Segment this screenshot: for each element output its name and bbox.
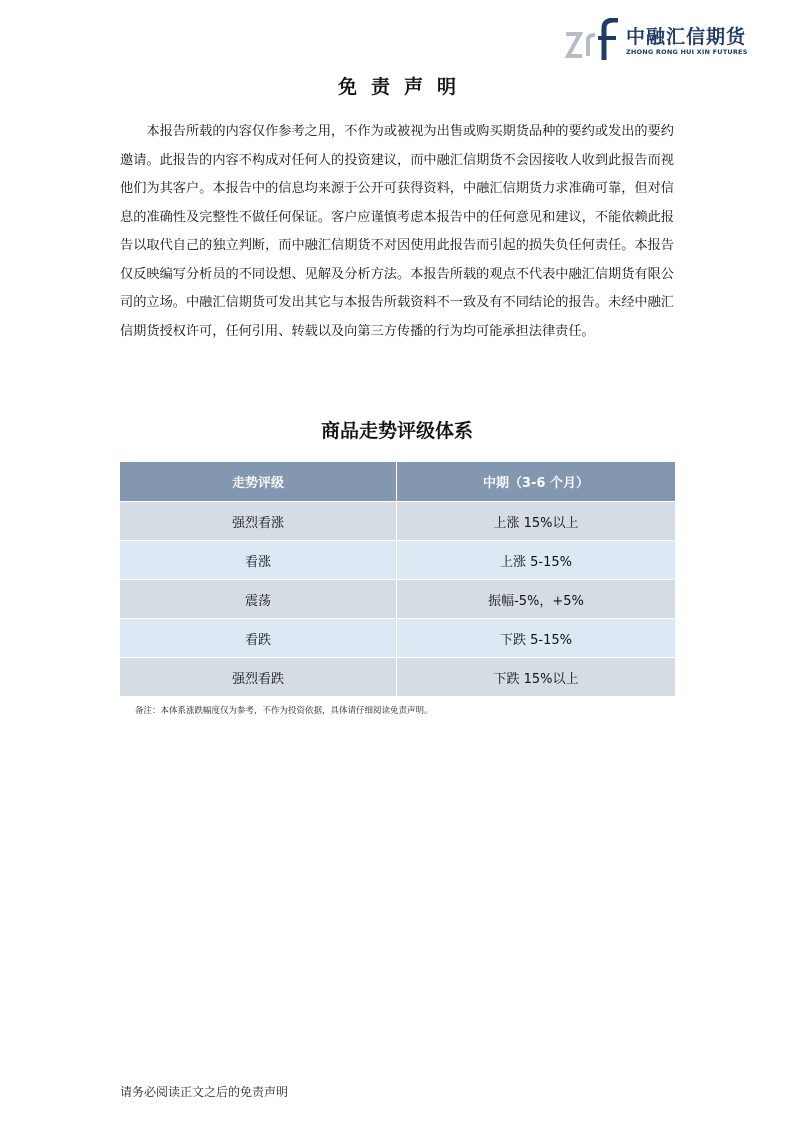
- rating-cell: 强烈看涨: [120, 502, 397, 541]
- company-logo: [560, 18, 750, 62]
- page-footer: 请务必阅读正文之后的免责声明: [120, 1085, 289, 1099]
- range-cell: 上涨 15%以上: [397, 502, 676, 541]
- range-cell: 振幅-5%，+5%: [397, 580, 676, 619]
- header-midterm: 中期（3-6 个月）: [397, 462, 676, 502]
- rating-cell: 看涨: [120, 541, 397, 580]
- disclaimer-paragraph: 本报告所载的内容仅作参考之用，不作为或被视为出售或购买期货品种的要约或发出的要约邀请。此报告的内容不构成对任何人的投资建议，而中融汇信期货不会因接收人收到此报告而视他们为其客户。本报告中的信息均来源于公开可获得资料，中融汇信期货力求准确可靠，但对信息的准确性及完整性不做任何保证。客户应谨慎考虑本报告中的任何意见和建议，不能依赖此报告以取代自己的独立判断，而中融汇信期货不对因使用此报告而引起的损失负任何责任。本报告仅反映编写分析员的不同设想、见解及分析方法。本报告所载的观点不代表中融汇信期货有限公司的立场。中融汇信期货可发出其它与本报告所载资料不一致及有不同结论的报告。未经中融汇信期货授权许可，任何引用、转载以及向第三方传播的行为均可能承担法律责任。: [120, 124, 674, 339]
- header-rating: 走势评级: [120, 462, 397, 502]
- table-row: [120, 580, 675, 619]
- range-cell: 上涨 5-15%: [397, 541, 676, 580]
- table-header-row: [120, 462, 675, 502]
- rating-cell: 震荡: [120, 580, 397, 619]
- rating-system-title: 商品走势评级体系: [320, 420, 473, 442]
- table-note: 备注：本体系涨跌幅度仅为参考，不作为投资依据，具体请仔细阅读免责声明。: [135, 706, 433, 716]
- table-row: [120, 541, 675, 580]
- rating-cell: 强烈看跌: [120, 658, 397, 697]
- logo-name-en: ZHONG RONG HUI XIN FUTURES: [626, 48, 748, 56]
- logo-name-cn: 中融汇信期货: [626, 26, 747, 48]
- rating-table: [120, 462, 675, 696]
- table-row: [120, 502, 675, 541]
- rating-cell: 看跌: [120, 619, 397, 658]
- range-cell: 下跌 5-15%: [397, 619, 676, 658]
- zrf-logo-icon: [564, 18, 620, 62]
- page-title: 免责声明: [337, 76, 470, 98]
- table-row: [120, 619, 675, 658]
- range-cell: 下跌 15%以上: [397, 658, 676, 697]
- table-row: [120, 658, 675, 697]
